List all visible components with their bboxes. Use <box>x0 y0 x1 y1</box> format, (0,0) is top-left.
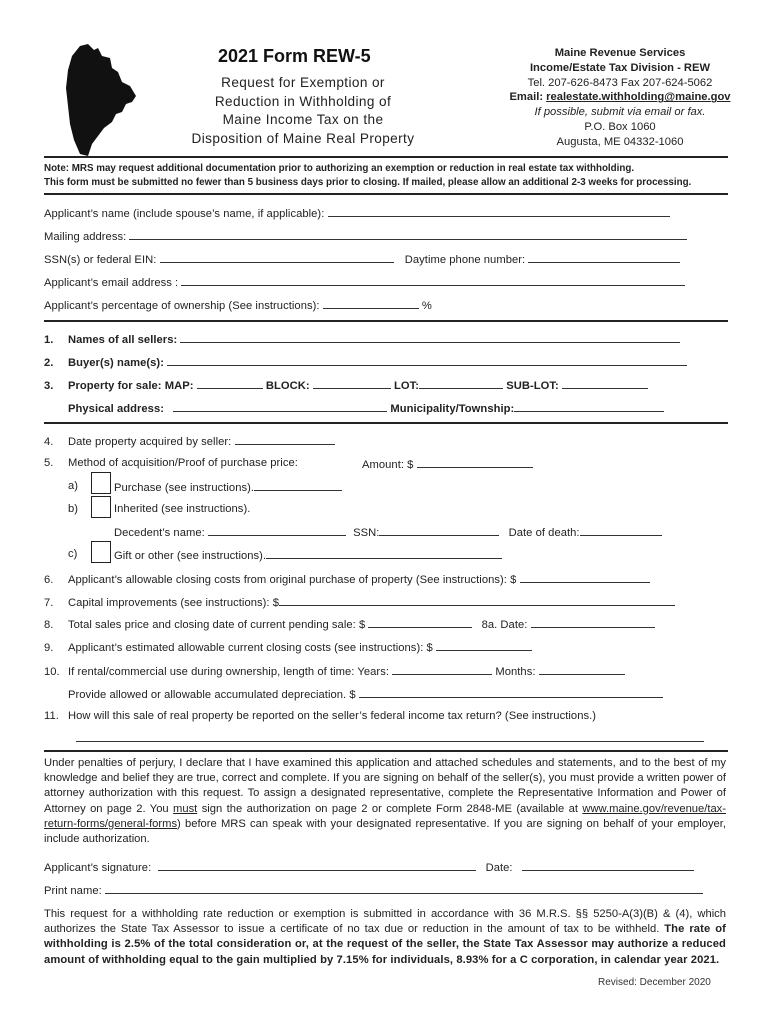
current-closing-costs-label: Applicant’s estimated allowable current closing costs (see instructions): $ <box>68 642 433 654</box>
signature-label: Applicant’s signature: <box>44 862 152 874</box>
item-number: 5. <box>44 457 54 469</box>
gift-checkbox[interactable] <box>91 541 111 563</box>
current-closing-costs-field[interactable] <box>436 640 532 651</box>
rental-months-field[interactable] <box>539 664 625 675</box>
property-row <box>44 378 648 392</box>
amount-field[interactable] <box>417 457 533 468</box>
applicant-name-label: Applicant’s name (include spouse’s name, if applicable): <box>44 208 325 220</box>
item-number: 3. <box>44 380 54 392</box>
subtitle-line: Maine Income Tax on the <box>222 112 384 127</box>
decedent-name-label: Decedent’s name: <box>114 527 205 539</box>
map-field[interactable] <box>197 378 263 389</box>
mailing-address-row <box>44 229 687 243</box>
gift-label: Gift or other (see instructions). <box>114 550 267 562</box>
option-c-letter: c) <box>68 548 78 560</box>
header-divider <box>44 156 728 158</box>
municipality-field[interactable] <box>514 401 664 412</box>
date-of-death-field[interactable] <box>580 525 662 536</box>
applicant-email-field[interactable] <box>181 275 685 286</box>
mailing-address-label: Mailing address: <box>44 231 127 243</box>
maine-state-map-icon <box>58 40 138 160</box>
tax-reporting-label: How will this sale of real property be reported on the seller’s federal income tax return? (See instructions.) <box>68 710 597 722</box>
purchase-checkbox[interactable] <box>91 472 111 494</box>
item-9-row <box>44 640 532 654</box>
item-6-row <box>44 572 650 586</box>
option-b-letter: b) <box>68 503 79 515</box>
print-name-field[interactable] <box>105 883 703 894</box>
subtitle-line: Request for Exemption or <box>221 75 385 90</box>
form-title: 2021 Form REW-5 <box>218 46 371 66</box>
item-4-row <box>44 434 335 448</box>
city-zip: Augusta, ME 04332-1060 <box>556 135 684 148</box>
po-box: P.O. Box 1060 <box>584 120 656 133</box>
subtitle-line: Reduction in Withholding of <box>214 93 392 109</box>
percent-sign: % <box>421 300 432 312</box>
tax-reporting-field[interactable] <box>76 741 704 742</box>
signature-date-label: Date: <box>485 862 513 874</box>
purchase-label: Purchase (see instructions). <box>114 482 255 494</box>
perjury-declaration <box>44 756 726 847</box>
option-a-letter: a) <box>68 480 79 492</box>
sublot-field[interactable] <box>562 378 648 389</box>
item-number: 9. <box>44 642 54 654</box>
amount-row <box>362 457 533 471</box>
agency-phone-fax: Tel. 207-626-8473 Fax 207-624-5062 <box>527 76 713 89</box>
applicant-email-label: Applicant’s email address : <box>44 277 179 289</box>
original-closing-costs-field[interactable] <box>520 572 650 583</box>
sellers-field[interactable] <box>180 332 680 343</box>
decedent-name-field[interactable] <box>208 525 346 536</box>
items-divider <box>44 750 728 752</box>
lot-field[interactable] <box>419 378 503 389</box>
item-number: 1. <box>44 334 54 346</box>
original-closing-costs-label: Applicant’s allowable closing costs from original purchase of property (See instructions): $ <box>68 574 517 586</box>
date-acquired-label: Date property acquired by seller: <box>68 436 232 448</box>
must-emphasis: must <box>173 802 198 815</box>
sellers-label: Names of all sellers: <box>68 334 178 346</box>
signature-row <box>44 860 694 874</box>
physical-address-field[interactable] <box>173 401 387 412</box>
depreciation-row <box>68 687 663 701</box>
gift-row <box>114 548 502 562</box>
applicant-divider <box>44 320 728 322</box>
capital-improvements-field[interactable] <box>279 595 675 606</box>
item-number: 6. <box>44 574 54 586</box>
block-label: BLOCK: <box>265 380 310 392</box>
signature-date-field[interactable] <box>522 860 694 871</box>
sublot-label: SUB-LOT: <box>506 380 559 392</box>
physical-address-row <box>68 401 664 415</box>
print-name-label: Print name: <box>44 885 102 897</box>
buyers-label: Buyer(s) name(s): <box>68 357 164 369</box>
applicant-email-row <box>44 275 685 289</box>
amount-label: Amount: $ <box>362 459 414 471</box>
depreciation-label: Provide allowed or allowable accumulated depreciation. $ <box>68 689 356 701</box>
email-link[interactable]: realestate.withholding@maine.gov <box>546 91 731 104</box>
gift-field[interactable] <box>266 548 502 559</box>
phone-field[interactable] <box>528 252 680 263</box>
ssn-phone-row <box>44 252 680 266</box>
inherited-checkbox[interactable] <box>91 496 111 518</box>
ownership-field[interactable] <box>323 298 419 309</box>
revised-date: Revised: December 2020 <box>598 977 711 988</box>
applicant-name-field[interactable] <box>328 206 670 217</box>
item-8-row <box>44 617 655 631</box>
subtitle-line: Disposition of Maine Real Property <box>191 130 415 146</box>
decedent-ssn-field[interactable] <box>379 525 499 536</box>
withholding-rate-text: The rate of withholding is 2.5% of the total consideration or, at the request of the seller, the State Tax Assessor may authorize a reduced amount of withholding equal to the gain multiplied by 7.15% for individuals, 8.93% for a C corporation, in calendar year 2021. <box>44 923 726 966</box>
declaration-text: sign the authorization on page 2 or complete Form 2848-ME (available at <box>197 802 583 815</box>
sellers-row <box>44 332 680 346</box>
decedent-ssn-label: SSN: <box>353 527 380 539</box>
rental-years-label: If rental/commercial use during ownership, length of time: Years: <box>68 666 390 678</box>
print-name-row <box>44 883 703 897</box>
note-line-1: Note: MRS may request additional documentation prior to authorizing an exemption or reduction in real estate tax withholding. <box>44 163 635 174</box>
buyers-row <box>44 355 687 369</box>
map-label: Property for sale: MAP: <box>68 380 194 392</box>
form-subtitle <box>162 74 444 148</box>
acquisition-method-label: Method of acquisition/Proof of purchase price: <box>68 457 298 469</box>
item-number: 10. <box>44 666 60 678</box>
applicant-name-row <box>44 206 670 220</box>
ssn-ein-field[interactable] <box>160 252 394 263</box>
block-field[interactable] <box>313 378 391 389</box>
item-7-row <box>44 595 675 609</box>
purchase-row <box>114 480 342 494</box>
lot-label: LOT: <box>393 380 420 392</box>
physical-address-label: Physical address: <box>68 403 164 415</box>
email-label: Email: <box>509 91 544 104</box>
decedent-row <box>114 525 662 539</box>
property-divider <box>44 422 728 424</box>
ownership-label: Applicant’s percentage of ownership (See instructions): <box>44 300 320 312</box>
declaration-text: ) before MRS can speak with your designated representative. If you are signing on behalf of your employer, include authorization. <box>44 817 726 846</box>
item-10-row <box>44 664 625 678</box>
item-number: 7. <box>44 597 54 609</box>
signature-field[interactable] <box>158 860 476 871</box>
note-line-2: This form must be submitted no fewer than 5 business days prior to closing. If mailed, please allow an additional 2-3 weeks for processing. <box>44 177 692 188</box>
item-number: 8. <box>44 619 54 631</box>
rental-years-field[interactable] <box>392 664 492 675</box>
rental-months-label: Months: <box>495 666 536 678</box>
buyers-field[interactable] <box>167 355 687 366</box>
depreciation-field[interactable] <box>359 687 663 698</box>
mailing-address-field[interactable] <box>129 229 687 240</box>
capital-improvements-label: Capital improvements (see instructions): $ <box>68 597 280 609</box>
item-number: 11. <box>44 710 59 722</box>
inherited-label: Inherited (see instructions). <box>114 503 251 515</box>
closing-date-field[interactable] <box>531 617 655 628</box>
ownership-row <box>44 298 432 312</box>
submit-note: If possible, submit via email or fax. <box>534 106 706 119</box>
agency-email-row <box>492 90 748 105</box>
purchase-field[interactable] <box>254 480 342 491</box>
date-of-death-label: Date of death: <box>508 527 580 539</box>
declaration-text: Under penalties of perjury, I declare that I have examined this application and attached schedules and statements, and to the best of my knowledge and belief they are true, correct and complete. If you are signing on behalf of the seller(s), you must provide a written power of attorney authorization with this request. To assign a designated representative, complete the Representative Information and Power of Attorney on page 2. You <box>44 757 726 815</box>
agency-info <box>492 46 748 150</box>
general-forms-link[interactable]: www.maine.gov/revenue/tax-return-forms/general-forms <box>44 802 726 830</box>
ssn-ein-label: SSN(s) or federal EIN: <box>44 254 157 266</box>
agency-name: Maine Revenue Services <box>554 47 686 59</box>
total-sales-price-label: Total sales price and closing date of current pending sale: $ <box>68 619 366 631</box>
item-11-row <box>44 710 596 722</box>
date-acquired-field[interactable] <box>235 434 335 445</box>
municipality-label: Municipality/Township: <box>390 403 515 415</box>
statutory-note <box>44 907 726 968</box>
agency-division: Income/Estate Tax Division - REW <box>529 61 711 74</box>
closing-date-label: 8a. Date: <box>481 619 528 631</box>
note-divider <box>44 193 728 195</box>
total-sales-price-field[interactable] <box>368 617 472 628</box>
item-number: 2. <box>44 357 54 369</box>
phone-label: Daytime phone number: <box>404 254 526 266</box>
item-number: 4. <box>44 436 54 448</box>
statutory-text: This request for a withholding rate reduction or exemption is submitted in accordance with 36 M.R.S. §§ 5250-A(3)(B) & (4), which authorizes the State Tax Assessor to issue a certificate of no tax due or reduction in the amount of tax to be withheld. <box>44 908 726 936</box>
item-5-row <box>44 457 298 469</box>
